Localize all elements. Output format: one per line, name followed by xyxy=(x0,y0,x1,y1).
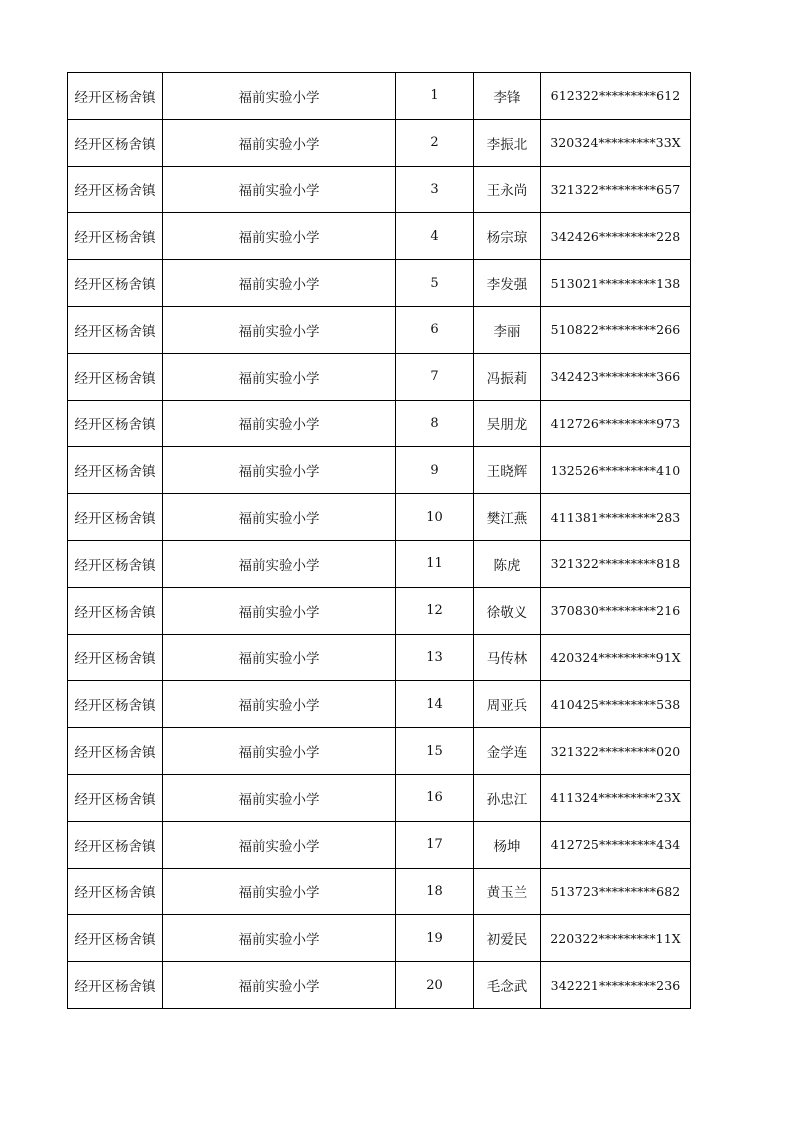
name-cell: 吴朋龙 xyxy=(474,400,541,447)
town-cell: 经开区杨舍镇 xyxy=(68,821,163,868)
number-cell: 4 xyxy=(396,213,474,260)
name-cell: 王晓辉 xyxy=(474,447,541,494)
id-number-cell: 132526*********410 xyxy=(541,447,691,494)
table-row xyxy=(68,915,691,962)
name-cell: 金学连 xyxy=(474,728,541,775)
number-cell: 5 xyxy=(396,260,474,307)
number-cell: 1 xyxy=(396,73,474,120)
number-cell: 6 xyxy=(396,306,474,353)
town-cell: 经开区杨舍镇 xyxy=(68,400,163,447)
town-cell: 经开区杨舍镇 xyxy=(68,447,163,494)
table-row xyxy=(68,260,691,307)
name-cell: 王永尚 xyxy=(474,166,541,213)
number-cell: 17 xyxy=(396,821,474,868)
table-row xyxy=(68,962,691,1009)
name-cell: 初爱民 xyxy=(474,915,541,962)
id-number-cell: 510822*********266 xyxy=(541,306,691,353)
id-number-cell: 420324*********91X xyxy=(541,634,691,681)
school-cell: 福前实验小学 xyxy=(163,587,396,634)
id-number-cell: 342423*********366 xyxy=(541,353,691,400)
table-row xyxy=(68,400,691,447)
town-cell: 经开区杨舍镇 xyxy=(68,166,163,213)
id-number-cell: 370830*********216 xyxy=(541,587,691,634)
id-number-cell: 513021*********138 xyxy=(541,260,691,307)
table-row xyxy=(68,166,691,213)
school-cell: 福前实验小学 xyxy=(163,728,396,775)
school-cell: 福前实验小学 xyxy=(163,353,396,400)
number-cell: 15 xyxy=(396,728,474,775)
table-row xyxy=(68,494,691,541)
school-cell: 福前实验小学 xyxy=(163,774,396,821)
number-cell: 18 xyxy=(396,868,474,915)
town-cell: 经开区杨舍镇 xyxy=(68,540,163,587)
table-row xyxy=(68,447,691,494)
town-cell: 经开区杨舍镇 xyxy=(68,306,163,353)
table-row xyxy=(68,728,691,775)
town-cell: 经开区杨舍镇 xyxy=(68,494,163,541)
school-cell: 福前实验小学 xyxy=(163,821,396,868)
table-row xyxy=(68,587,691,634)
id-number-cell: 612322*********612 xyxy=(541,73,691,120)
number-cell: 7 xyxy=(396,353,474,400)
table-row xyxy=(68,681,691,728)
name-cell: 李锋 xyxy=(474,73,541,120)
id-number-cell: 321322*********020 xyxy=(541,728,691,775)
table-row xyxy=(68,119,691,166)
table-row xyxy=(68,73,691,120)
town-cell: 经开区杨舍镇 xyxy=(68,353,163,400)
town-cell: 经开区杨舍镇 xyxy=(68,774,163,821)
table-row xyxy=(68,213,691,260)
town-cell: 经开区杨舍镇 xyxy=(68,868,163,915)
id-number-cell: 411381*********283 xyxy=(541,494,691,541)
name-cell: 李丽 xyxy=(474,306,541,353)
number-cell: 10 xyxy=(396,494,474,541)
name-cell: 樊江燕 xyxy=(474,494,541,541)
school-cell: 福前实验小学 xyxy=(163,915,396,962)
number-cell: 14 xyxy=(396,681,474,728)
number-cell: 11 xyxy=(396,540,474,587)
school-cell: 福前实验小学 xyxy=(163,494,396,541)
name-cell: 杨宗琼 xyxy=(474,213,541,260)
id-number-cell: 412725*********434 xyxy=(541,821,691,868)
name-cell: 李振北 xyxy=(474,119,541,166)
table-row xyxy=(68,774,691,821)
town-cell: 经开区杨舍镇 xyxy=(68,73,163,120)
number-cell: 13 xyxy=(396,634,474,681)
town-cell: 经开区杨舍镇 xyxy=(68,119,163,166)
name-cell: 冯振莉 xyxy=(474,353,541,400)
town-cell: 经开区杨舍镇 xyxy=(68,962,163,1009)
table-row xyxy=(68,821,691,868)
school-cell: 福前实验小学 xyxy=(163,868,396,915)
number-cell: 19 xyxy=(396,915,474,962)
school-cell: 福前实验小学 xyxy=(163,634,396,681)
id-number-cell: 220322*********11X xyxy=(541,915,691,962)
town-cell: 经开区杨舍镇 xyxy=(68,728,163,775)
number-cell: 2 xyxy=(396,119,474,166)
town-cell: 经开区杨舍镇 xyxy=(68,260,163,307)
school-cell: 福前实验小学 xyxy=(163,681,396,728)
school-cell: 福前实验小学 xyxy=(163,400,396,447)
town-cell: 经开区杨舍镇 xyxy=(68,587,163,634)
id-number-cell: 342426*********228 xyxy=(541,213,691,260)
table-row xyxy=(68,868,691,915)
id-number-cell: 321322*********818 xyxy=(541,540,691,587)
id-number-cell: 412726*********973 xyxy=(541,400,691,447)
town-cell: 经开区杨舍镇 xyxy=(68,213,163,260)
town-cell: 经开区杨舍镇 xyxy=(68,634,163,681)
table-row xyxy=(68,540,691,587)
id-number-cell: 320324*********33X xyxy=(541,119,691,166)
town-cell: 经开区杨舍镇 xyxy=(68,915,163,962)
name-cell: 徐敬义 xyxy=(474,587,541,634)
number-cell: 20 xyxy=(396,962,474,1009)
school-cell: 福前实验小学 xyxy=(163,119,396,166)
name-cell: 陈虎 xyxy=(474,540,541,587)
number-cell: 12 xyxy=(396,587,474,634)
name-cell: 孙忠江 xyxy=(474,774,541,821)
number-cell: 8 xyxy=(396,400,474,447)
table-row xyxy=(68,306,691,353)
number-cell: 9 xyxy=(396,447,474,494)
school-cell: 福前实验小学 xyxy=(163,166,396,213)
roster-body xyxy=(68,73,691,1009)
name-cell: 毛念武 xyxy=(474,962,541,1009)
name-cell: 马传林 xyxy=(474,634,541,681)
id-number-cell: 321322*********657 xyxy=(541,166,691,213)
school-cell: 福前实验小学 xyxy=(163,447,396,494)
number-cell: 16 xyxy=(396,774,474,821)
school-cell: 福前实验小学 xyxy=(163,306,396,353)
name-cell: 杨坤 xyxy=(474,821,541,868)
town-cell: 经开区杨舍镇 xyxy=(68,681,163,728)
name-cell: 黄玉兰 xyxy=(474,868,541,915)
id-number-cell: 513723*********682 xyxy=(541,868,691,915)
number-cell: 3 xyxy=(396,166,474,213)
school-cell: 福前实验小学 xyxy=(163,260,396,307)
name-cell: 周亚兵 xyxy=(474,681,541,728)
table-row xyxy=(68,634,691,681)
id-number-cell: 411324*********23X xyxy=(541,774,691,821)
school-cell: 福前实验小学 xyxy=(163,73,396,120)
id-number-cell: 342221*********236 xyxy=(541,962,691,1009)
school-cell: 福前实验小学 xyxy=(163,213,396,260)
table-row xyxy=(68,353,691,400)
name-cell: 李发强 xyxy=(474,260,541,307)
roster-table xyxy=(67,72,691,1009)
school-cell: 福前实验小学 xyxy=(163,962,396,1009)
id-number-cell: 410425*********538 xyxy=(541,681,691,728)
school-cell: 福前实验小学 xyxy=(163,540,396,587)
